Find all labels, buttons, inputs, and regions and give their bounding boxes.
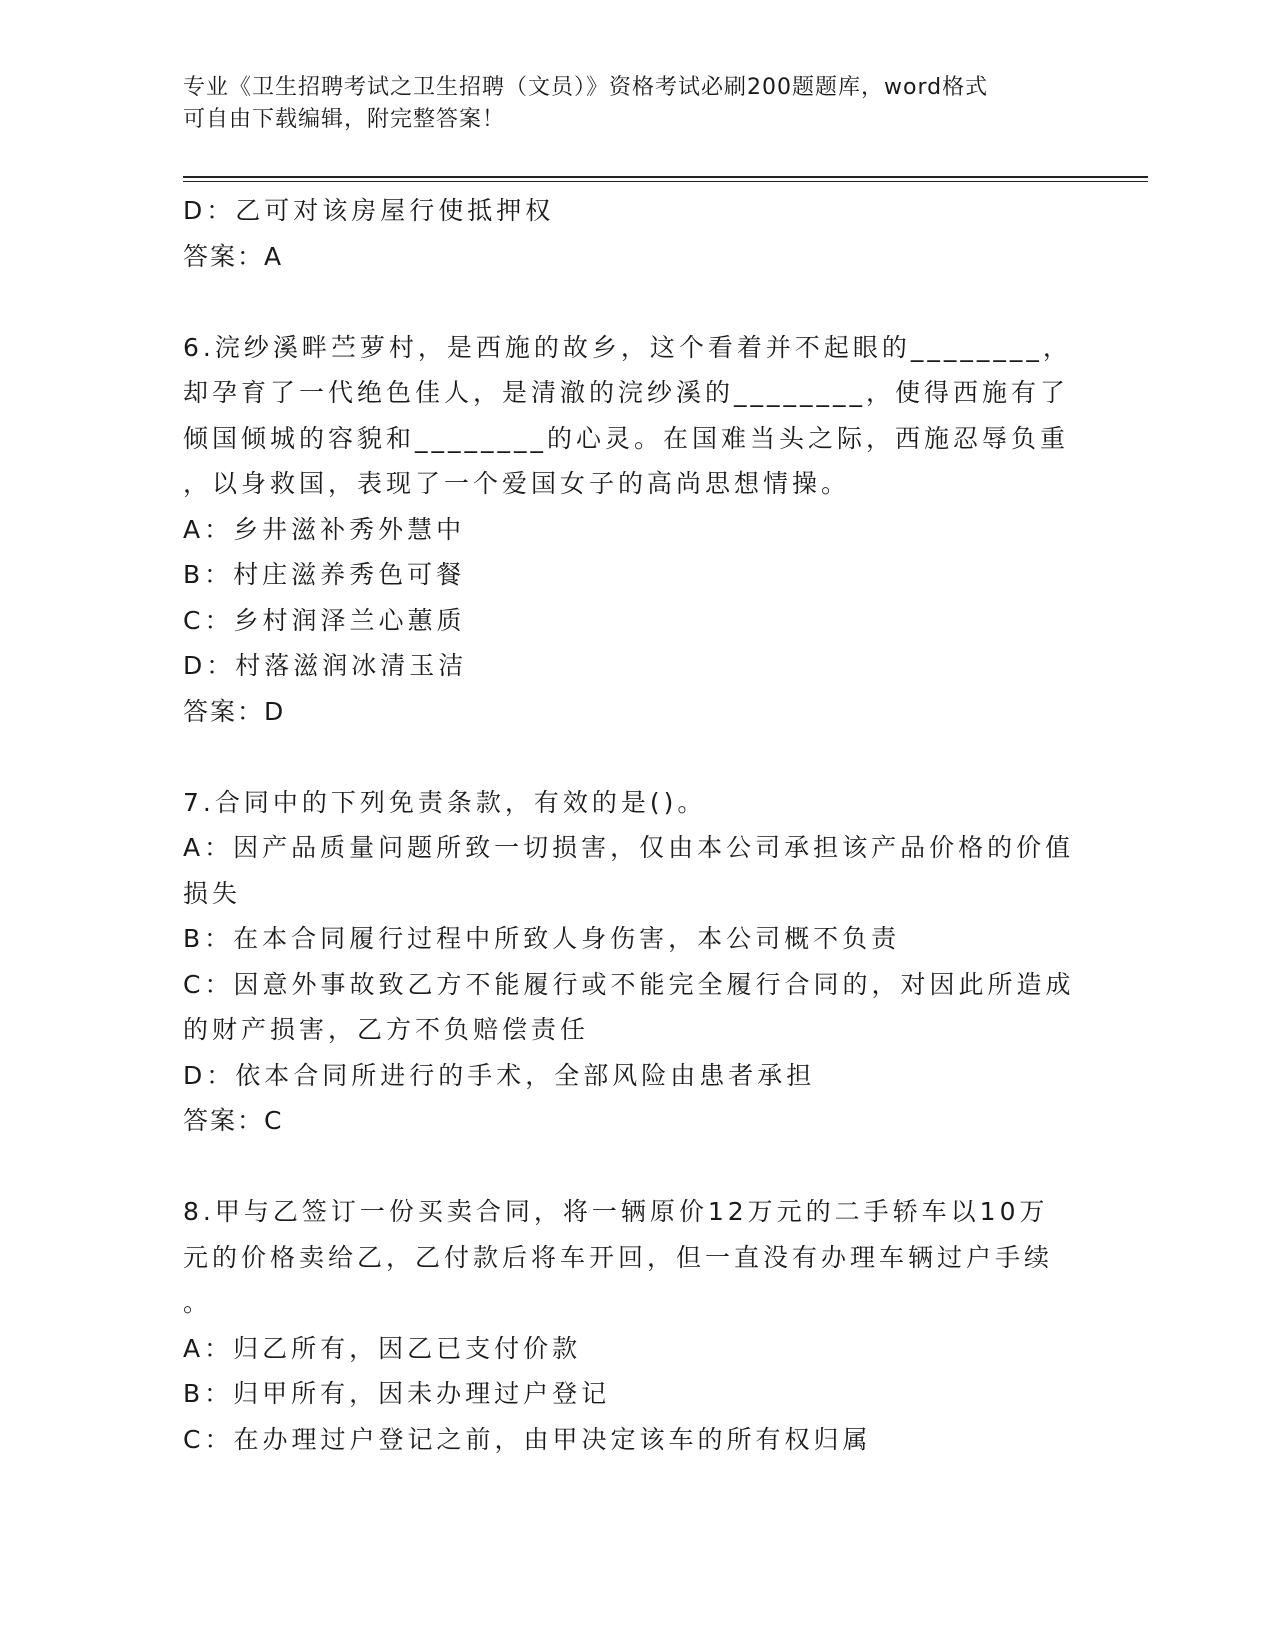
spacer (183, 1144, 1083, 1190)
q6-stem-line-3: 倾国倾城的容貌和________的心灵。在国难当头之际，西施忍辱负重 (183, 423, 1070, 453)
q6-answer: 答案：D (183, 696, 286, 726)
header-title-line-1: 专业《卫生招聘考试之卫生招聘（文员）》资格考试必刷200题题库，word格式 (183, 75, 989, 100)
question-content (183, 188, 1083, 1462)
q7-option-a-line-2: 损失 (183, 878, 242, 908)
q7-option-a-line-1: A：因产品质量问题所致一切损害，仅由本公司承担该产品价格的价值 (183, 833, 1075, 862)
q7-stem: 7.合同中的下列免责条款，有效的是()。 (183, 787, 707, 817)
q6-option-a: A：乡井滋补秀外慧中 (183, 514, 466, 544)
q6-option-c: C：乡村润泽兰心蕙质 (183, 605, 466, 635)
q7-option-b: B：在本合同履行过程中所致人身伤害，本公司概不负责 (183, 924, 901, 953)
q5-answer: 答案：A (183, 241, 284, 271)
page-header (183, 72, 1063, 136)
q6-stem-line-2: 却孕育了一代绝色佳人，是清澈的浣纱溪的________，使得西施有了 (183, 378, 1070, 407)
q8-option-a: A：归乙所有，因乙已支付价款 (183, 1333, 582, 1363)
header-title-line-2: 可自由下载编辑，附完整答案！ (183, 107, 506, 132)
q6-option-d: D：村落滋润冰清玉洁 (183, 651, 468, 680)
q7-option-d: D：依本合同所进行的手术，全部风险由患者承担 (183, 1060, 816, 1090)
header-divider-thick (183, 176, 1148, 178)
q8-stem-line-1: 8.甲与乙签订一份买卖合同，将一辆原价12万元的二手轿车以10万 (183, 1197, 1049, 1226)
q7-option-c-line-1: C：因意外事故致乙方不能履行或不能完全履行合同的，对因此所造成 (183, 969, 1075, 999)
q8-option-c: C：在办理过户登记之前，由甲决定该车的所有权归属 (183, 1424, 872, 1454)
header-divider-thin (183, 181, 1148, 182)
q6-stem-line-1: 6.浣纱溪畔苎萝村，是西施的故乡，这个看着并不起眼的________， (183, 332, 1072, 362)
q5-option-d: D：乙可对该房屋行使抵押权 (183, 196, 555, 225)
q6-stem-line-4: ，以身救国，表现了一个爱国女子的高尚思想情操。 (183, 469, 851, 498)
spacer (183, 734, 1083, 780)
q8-stem-line-3: 。 (183, 1288, 213, 1317)
q8-stem-line-2: 元的价格卖给乙，乙付款后将车开回，但一直没有办理车辆过户手续 (183, 1242, 1054, 1272)
spacer (183, 279, 1083, 325)
q7-answer: 答案：C (183, 1106, 284, 1135)
q6-option-b: B：村庄滋养秀色可餐 (183, 560, 466, 589)
q8-option-b: B：归甲所有，因未办理过户登记 (183, 1379, 611, 1408)
q7-option-c-line-2: 的财产损害，乙方不负赔偿责任 (183, 1015, 590, 1044)
